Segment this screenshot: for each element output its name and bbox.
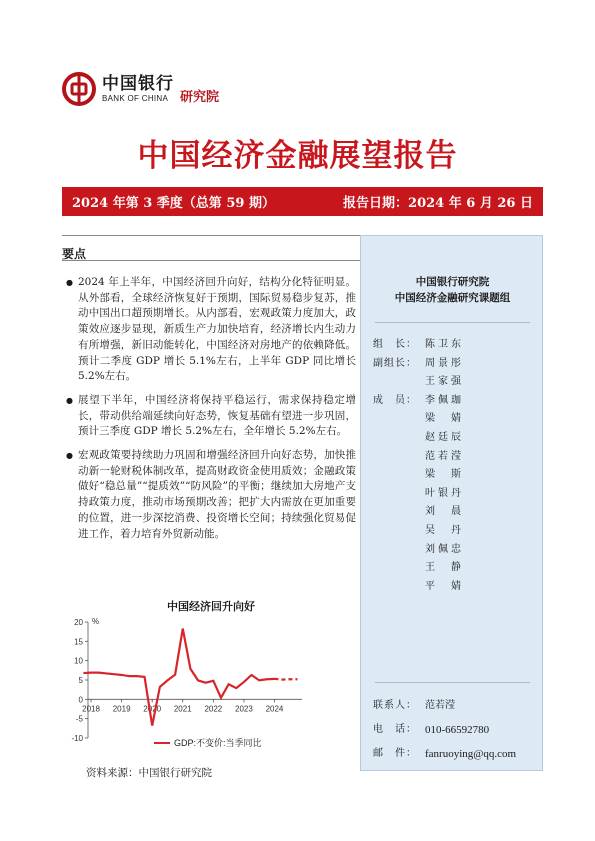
key-points-list: [66, 275, 356, 550]
member-name: 刘佩忠: [425, 543, 464, 555]
key-points-heading: 要点: [62, 247, 87, 261]
y-tick-label: 15: [74, 637, 83, 647]
member-list: [373, 336, 464, 596]
member-name: 王家强: [425, 376, 464, 388]
member-role: [373, 466, 425, 485]
member-name: 李佩珈: [425, 394, 464, 406]
member-row: [373, 466, 464, 485]
x-tick-label: 2023: [235, 704, 253, 714]
x-tick-label: 2022: [204, 704, 223, 714]
gdp-line-chart: [62, 612, 360, 762]
member-role: 成 员：: [373, 394, 417, 406]
contact-person: 范若滢: [425, 700, 455, 711]
member-name: 赵廷辰: [425, 431, 464, 443]
member-name: 平 婧: [425, 580, 464, 592]
y-tick-label: 20: [74, 618, 83, 627]
divider: [375, 682, 530, 683]
key-point-item: ● 宏观政策要持续助力巩固和增强经济回升向好态势，加快推动新一轮财税体制改革，提高财政资金使用质效；金融政策做好“稳总量”“提质效”“防风险”的平衡；继续加大房地产支持政策力度，推动市场预期改善；把扩大内需放在更加重要的位置，进一步深挖消费、投资增长空间；持续强化贸易促进工作，着力培育外贸新动能。: [66, 448, 356, 542]
gdp-projection-line: [274, 679, 297, 680]
member-role: [373, 429, 425, 448]
contact-phone: 010-66592780: [425, 724, 490, 736]
divider: [62, 260, 360, 261]
logo-english-name: BANK OF CHINA: [102, 94, 169, 103]
contact-email[interactable]: fanruoying@qq.com: [425, 748, 517, 760]
report-date: 报告日期：2024 年 6 月 26 日: [343, 196, 533, 211]
member-role: [373, 578, 425, 597]
bank-of-china-logo-icon: [62, 72, 96, 106]
member-row: [373, 578, 464, 597]
member-row: [373, 392, 464, 411]
x-tick-label: 2024: [265, 704, 284, 714]
y-tick-label: -10: [71, 734, 83, 743]
member-row: [373, 485, 464, 504]
divider: [62, 235, 360, 236]
contact-row: [373, 694, 516, 718]
institute-label: 研究院: [180, 89, 220, 105]
member-row: [373, 559, 464, 578]
chart-title: 中国经济回升向好: [167, 600, 255, 613]
member-name: 陈卫东: [425, 339, 464, 350]
y-tick-label: 10: [74, 656, 83, 666]
y-tick-label: 0: [78, 695, 83, 705]
source-note: 资料来源：中国银行研究院: [86, 767, 212, 779]
member-row: [373, 503, 464, 522]
member-row: [373, 541, 464, 560]
y-tick-label: -5: [75, 714, 83, 724]
logo-chinese-name: 中国银行: [102, 74, 174, 94]
divider: [375, 322, 530, 323]
member-row: [373, 355, 464, 374]
member-row: [373, 448, 464, 467]
y-unit-label: %: [92, 617, 100, 626]
member-row: [373, 336, 464, 355]
member-name: 范若滢: [425, 450, 464, 462]
x-tick-label: 2018: [82, 704, 100, 714]
member-name: 梁 斯: [425, 469, 464, 481]
member-name: 吴 丹: [425, 524, 464, 536]
contact-role: 电 话：: [373, 724, 417, 735]
report-title: 中国经济金融展望报告: [137, 138, 458, 174]
member-row: [373, 522, 464, 541]
legend-label: GDP:不变价:当季同比: [174, 738, 262, 748]
member-role: [373, 541, 425, 560]
member-role: [373, 522, 425, 541]
member-role: [373, 373, 425, 392]
member-name: 周景彤: [425, 357, 464, 369]
member-name: 叶银丹: [425, 487, 464, 499]
contact-role: 联系人：: [373, 700, 417, 711]
contact-row: [373, 742, 516, 766]
member-name: 王 静: [425, 562, 464, 574]
contact-row: [373, 718, 516, 742]
member-row: [373, 410, 464, 429]
team-organization: [361, 274, 544, 306]
x-tick-label: 2021: [173, 704, 192, 714]
y-tick-label: 5: [78, 676, 83, 685]
member-row: [373, 429, 464, 448]
member-role: 副组长：: [373, 357, 417, 369]
key-point-item: ● 2024 年上半年，中国经济回升向好，结构分化特征明显。从外部看，全球经济恢复好于预期，国际贸易稳步复苏，推动中国出口超预期增长。从内部看，宏观政策力度加大，政策效应逐步显现，新质生产力加快培育，经济增长内生动力有所增强，新旧动能转化，中国经济对房地产的依赖降低。预计二季度 GDP 增长 5.1%左右，上半年 GDP 同比增长 5.2%左右。: [66, 275, 356, 385]
member-role: [373, 559, 425, 578]
member-role: [373, 410, 425, 429]
contact-info: [373, 694, 516, 766]
team-name: 中国经济金融研究课题组: [394, 292, 511, 304]
issue-number: 2024 年第 3 季度（总第 59 期）: [72, 196, 275, 211]
org-name: 中国银行研究院: [415, 276, 490, 288]
issue-banner: [62, 187, 543, 216]
member-role: [373, 485, 425, 504]
research-team-sidebar: [360, 235, 543, 771]
member-name: 梁 婧: [425, 413, 464, 425]
member-row: [373, 373, 464, 392]
bank-logo: [62, 72, 219, 106]
contact-role: 邮 件：: [373, 748, 417, 759]
member-role: [373, 503, 425, 522]
member-role: 组 长：: [373, 339, 417, 350]
x-tick-label: 2019: [112, 704, 131, 714]
member-name: 刘 晨: [425, 506, 464, 518]
key-point-item: ● 展望下半年，中国经济将保持平稳运行，需求保持稳定增长，带动供给端延续向好态势，恢复基础有望进一步巩固，预计三季度 GDP 增长 5.2%左右，全年增长 5.2%左右。: [66, 393, 356, 440]
member-role: [373, 448, 425, 467]
x-tick-label: 2020: [143, 704, 162, 714]
